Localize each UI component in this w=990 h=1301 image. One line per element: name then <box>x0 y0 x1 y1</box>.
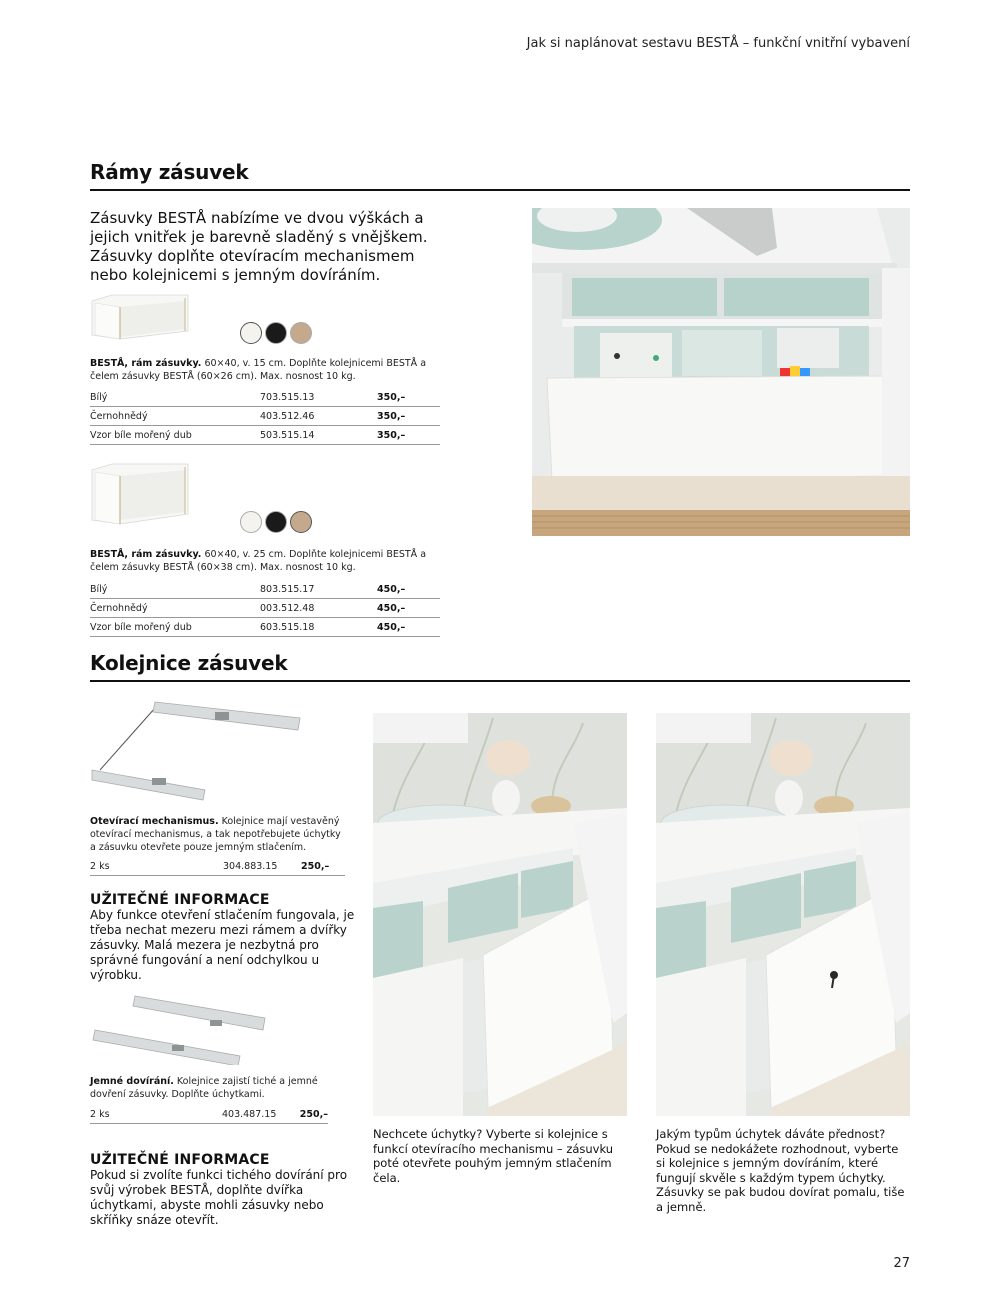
drawer-open-photo <box>532 208 910 536</box>
table-row <box>90 580 440 599</box>
article-number: 603.515.18 <box>260 618 377 637</box>
drawer-frame-25cm-image <box>90 462 190 527</box>
price: 450,– <box>377 599 440 618</box>
variant-name: Černohnědý <box>90 599 260 618</box>
price-table <box>90 1105 328 1124</box>
product-details: 60×40, v. 15 cm. Doplňte kolejnicemi BESTÅ a čelem zásuvky BESTÅ (60×26 cm). Max. nosnost 10 kg. <box>90 358 427 382</box>
swatch-white[interactable] <box>240 322 262 344</box>
table-row <box>90 618 440 637</box>
price: 450,– <box>377 618 440 637</box>
product-name: BESTÅ, rám zásuvky. <box>90 358 202 369</box>
useful-info-heading: UŽITEČNÉ INFORMACE <box>90 1152 270 1168</box>
push-open-drawer-photo <box>373 713 627 1116</box>
photo-caption-soft-close: Jakým typům úchytek dáváte přednost? Pokud se nedokážete rozhodnout, vyberte si kolejnice s jemným dovíráním, které fungují skvěle s každým typem úchytky. Zásuvky se pak budou dovírat pomalu, tiše a jemně. <box>656 1127 905 1214</box>
variant-name: Černohnědý <box>90 407 260 426</box>
price-table <box>90 388 440 445</box>
product-details: Kolejnice mají vestavěný otevírací mechanismus, a tak nepotřebujete úchytky a zásuvku otevřete pouze jemným stlačením. <box>90 816 341 853</box>
section-title-drawer-frames: Rámy zásuvek <box>90 160 249 184</box>
variant-name: Vzor bíle mořený dub <box>90 426 260 445</box>
section-divider <box>90 189 910 191</box>
product-name: Otevírací mechanismus. <box>90 816 219 827</box>
product-details: Kolejnice zajistí tiché a jemné dovření zásuvky. Doplňte úchytkami. <box>90 1076 318 1100</box>
quantity: 2 ks <box>90 1105 222 1124</box>
swatch-black-brown[interactable] <box>265 511 287 533</box>
product-description <box>90 1075 345 1101</box>
table-row <box>90 857 345 876</box>
product-name: Jemné dovírání. <box>90 1076 174 1087</box>
color-swatches <box>240 511 315 537</box>
color-swatches <box>240 322 315 348</box>
useful-info-text: Aby funkce otevření stlačením fungovala, je třeba nechat mezeru mezi rámem a dvířky zásuvky. Malá mezera je nezbytná pro správné fungování a není odchylkou u výrobku. <box>90 908 355 982</box>
variant-name: Bílý <box>90 388 260 407</box>
variant-name: Bílý <box>90 580 260 599</box>
section-intro: Zásuvky BESTÅ nabízíme ve dvou výškách a jejich vnitřek je barevně sladěný s vnějškem. Zásuvky doplňte otevíracím mechanismem nebo kolejnicemi s jemným dovíráním. <box>90 209 428 284</box>
price: 250,– <box>300 1105 328 1124</box>
push-open-runner-image <box>90 690 310 802</box>
table-row <box>90 599 440 618</box>
table-row <box>90 426 440 445</box>
article-number: 503.515.14 <box>260 426 377 445</box>
swatch-black-brown[interactable] <box>265 322 287 344</box>
table-row <box>90 407 440 426</box>
article-number: 003.512.48 <box>260 599 377 618</box>
price: 350,– <box>377 426 440 445</box>
article-number: 403.487.15 <box>222 1105 300 1124</box>
section-divider <box>90 680 910 682</box>
product-description <box>90 815 345 854</box>
soft-close-drawer-photo <box>656 713 910 1116</box>
product-details: 60×40, v. 25 cm. Doplňte kolejnicemi BESTÅ a čelem zásuvky BESTÅ (60×38 cm). Max. nosnost 10 kg. <box>90 549 427 573</box>
price: 250,– <box>301 857 345 876</box>
drawer-frame-15cm-image <box>90 293 190 343</box>
section-title-drawer-runners: Kolejnice zásuvek <box>90 651 288 675</box>
photo-caption-push-open: Nechcete úchytky? Vyberte si kolejnice s funkcí otevíracího mechanismu – zásuvku poté otevřete pouhým jemným stlačením čela. <box>373 1127 614 1185</box>
article-number: 703.515.13 <box>260 388 377 407</box>
swatch-white-stained-oak[interactable] <box>290 322 312 344</box>
quantity: 2 ks <box>90 857 223 876</box>
soft-close-runner-image <box>90 990 270 1065</box>
price-table <box>90 857 345 876</box>
useful-info-text: Pokud si zvolíte funkci tichého dovírání pro svůj výrobek BESTÅ, doplňte dvířka úchytkami, abyste mohli zásuvky nebo skříňky snáze otevřít. <box>90 1168 348 1227</box>
table-row <box>90 388 440 407</box>
page-number: 27 <box>893 1256 910 1271</box>
variant-name: Vzor bíle mořený dub <box>90 618 260 637</box>
table-row <box>90 1105 328 1124</box>
useful-info-heading: UŽITEČNÉ INFORMACE <box>90 892 270 908</box>
price: 350,– <box>377 388 440 407</box>
price: 350,– <box>377 407 440 426</box>
product-name: BESTÅ, rám zásuvky. <box>90 549 202 560</box>
swatch-white-stained-oak[interactable] <box>290 511 312 533</box>
product-description <box>90 357 440 383</box>
running-header: Jak si naplánovat sestavu BESTÅ – funkční vnitřní vybavení <box>526 36 910 51</box>
article-number: 304.883.15 <box>223 857 301 876</box>
swatch-white[interactable] <box>240 511 262 533</box>
product-description <box>90 548 440 574</box>
price-table <box>90 580 440 637</box>
price: 450,– <box>377 580 440 599</box>
article-number: 803.515.17 <box>260 580 377 599</box>
article-number: 403.512.46 <box>260 407 377 426</box>
